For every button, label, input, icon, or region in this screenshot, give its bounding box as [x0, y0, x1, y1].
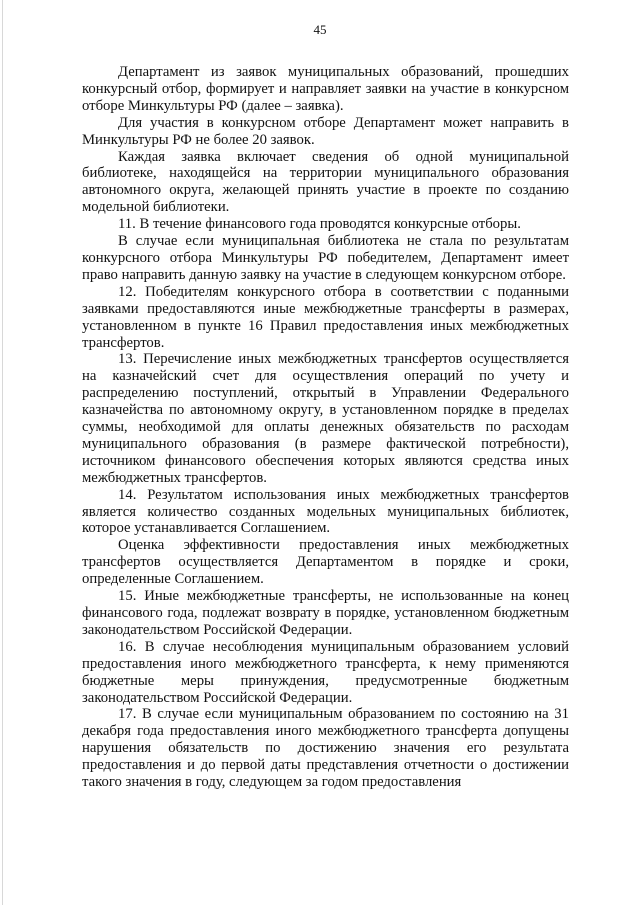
paragraph-department-forwards-applications: Департамент из заявок муниципальных образований, прошедших конкурсный отбор, формирует и направляет заявки на участие в конкурсном отборе Минкультуры РФ (далее – заявка).: [82, 64, 569, 114]
scan-edge-line: [2, 0, 3, 905]
paragraph-item-12: 12. Победителям конкурсного отбора в соответствии с поданными заявками предоставляются иные межбюджетные трансферты в размерах, установленном в пункте 16 Правил предоставления иных межбюджетных трансфертов.: [82, 283, 569, 351]
paragraph-item-17: 17. В случае если муниципальным образованием по состоянию на 31 декабря года предоставления иного межбюджетного трансферта допущены нарушения обязательств по достижению значения его результата предоставления и до первой даты представления отчетности о достижении такого значения в году, следующем за годом предоставления: [82, 706, 569, 791]
paragraph-item-15: 15. Иные межбюджетные трансферты, не использованные на конец финансового года, подлежат возврату в порядке, установленном бюджетным законодательством Российской Федерации.: [82, 588, 569, 638]
page-number: 45: [313, 22, 327, 37]
document-body: [82, 64, 569, 791]
paragraph-application-content: Каждая заявка включает сведения об одной муниципальной библиотеке, находящейся на территории муниципального образования автономного округа, желающей принять участие в проекте по созданию модельной библиотеки.: [82, 148, 569, 216]
paragraph-not-winner: В случае если муниципальная библиотека не стала по результатам конкурсного отбора Минкультуры РФ победителем, Департамент имеет право направить данную заявку на участие в следующем конкурсном отборе.: [82, 233, 569, 283]
paragraph-item-13: 13. Перечисление иных межбюджетных трансфертов осуществляется на казначейский счет для осуществления операций по учету и распределению поступлений, открытый в Управлении Федерального казначейства по автономному округу, в установленном порядке в пределах суммы, необходимой для оплаты денежных обязательств по расходам муниципального образования (в размере фактической потребности), источником финансового обеспечения которых являются средства иных межбюджетных трансфертов.: [82, 351, 569, 486]
paragraph-item-14: 14. Результатом использования иных межбюджетных трансфертов является количество созданных модельных муниципальных библиотек, которое устанавливается Соглашением.: [82, 486, 569, 537]
paragraph-application-limit: Для участия в конкурсном отборе Департамент может направить в Минкультуры РФ не более 20 заявок.: [82, 114, 569, 148]
paragraph-efficiency-assessment: Оценка эффективности предоставления иных межбюджетных трансфертов осуществляется Департаментом в порядке и сроки, определенные Соглашением.: [82, 537, 569, 588]
paragraph-item-16: 16. В случае несоблюдения муниципальным образованием условий предоставления иного межбюджетного трансферта, к нему применяются бюджетные меры принуждения, предусмотренные бюджетным законодательством Российской Федерации.: [82, 638, 569, 706]
paragraph-item-11: 11. В течение финансового года проводятся конкурсные отборы.: [118, 216, 521, 233]
